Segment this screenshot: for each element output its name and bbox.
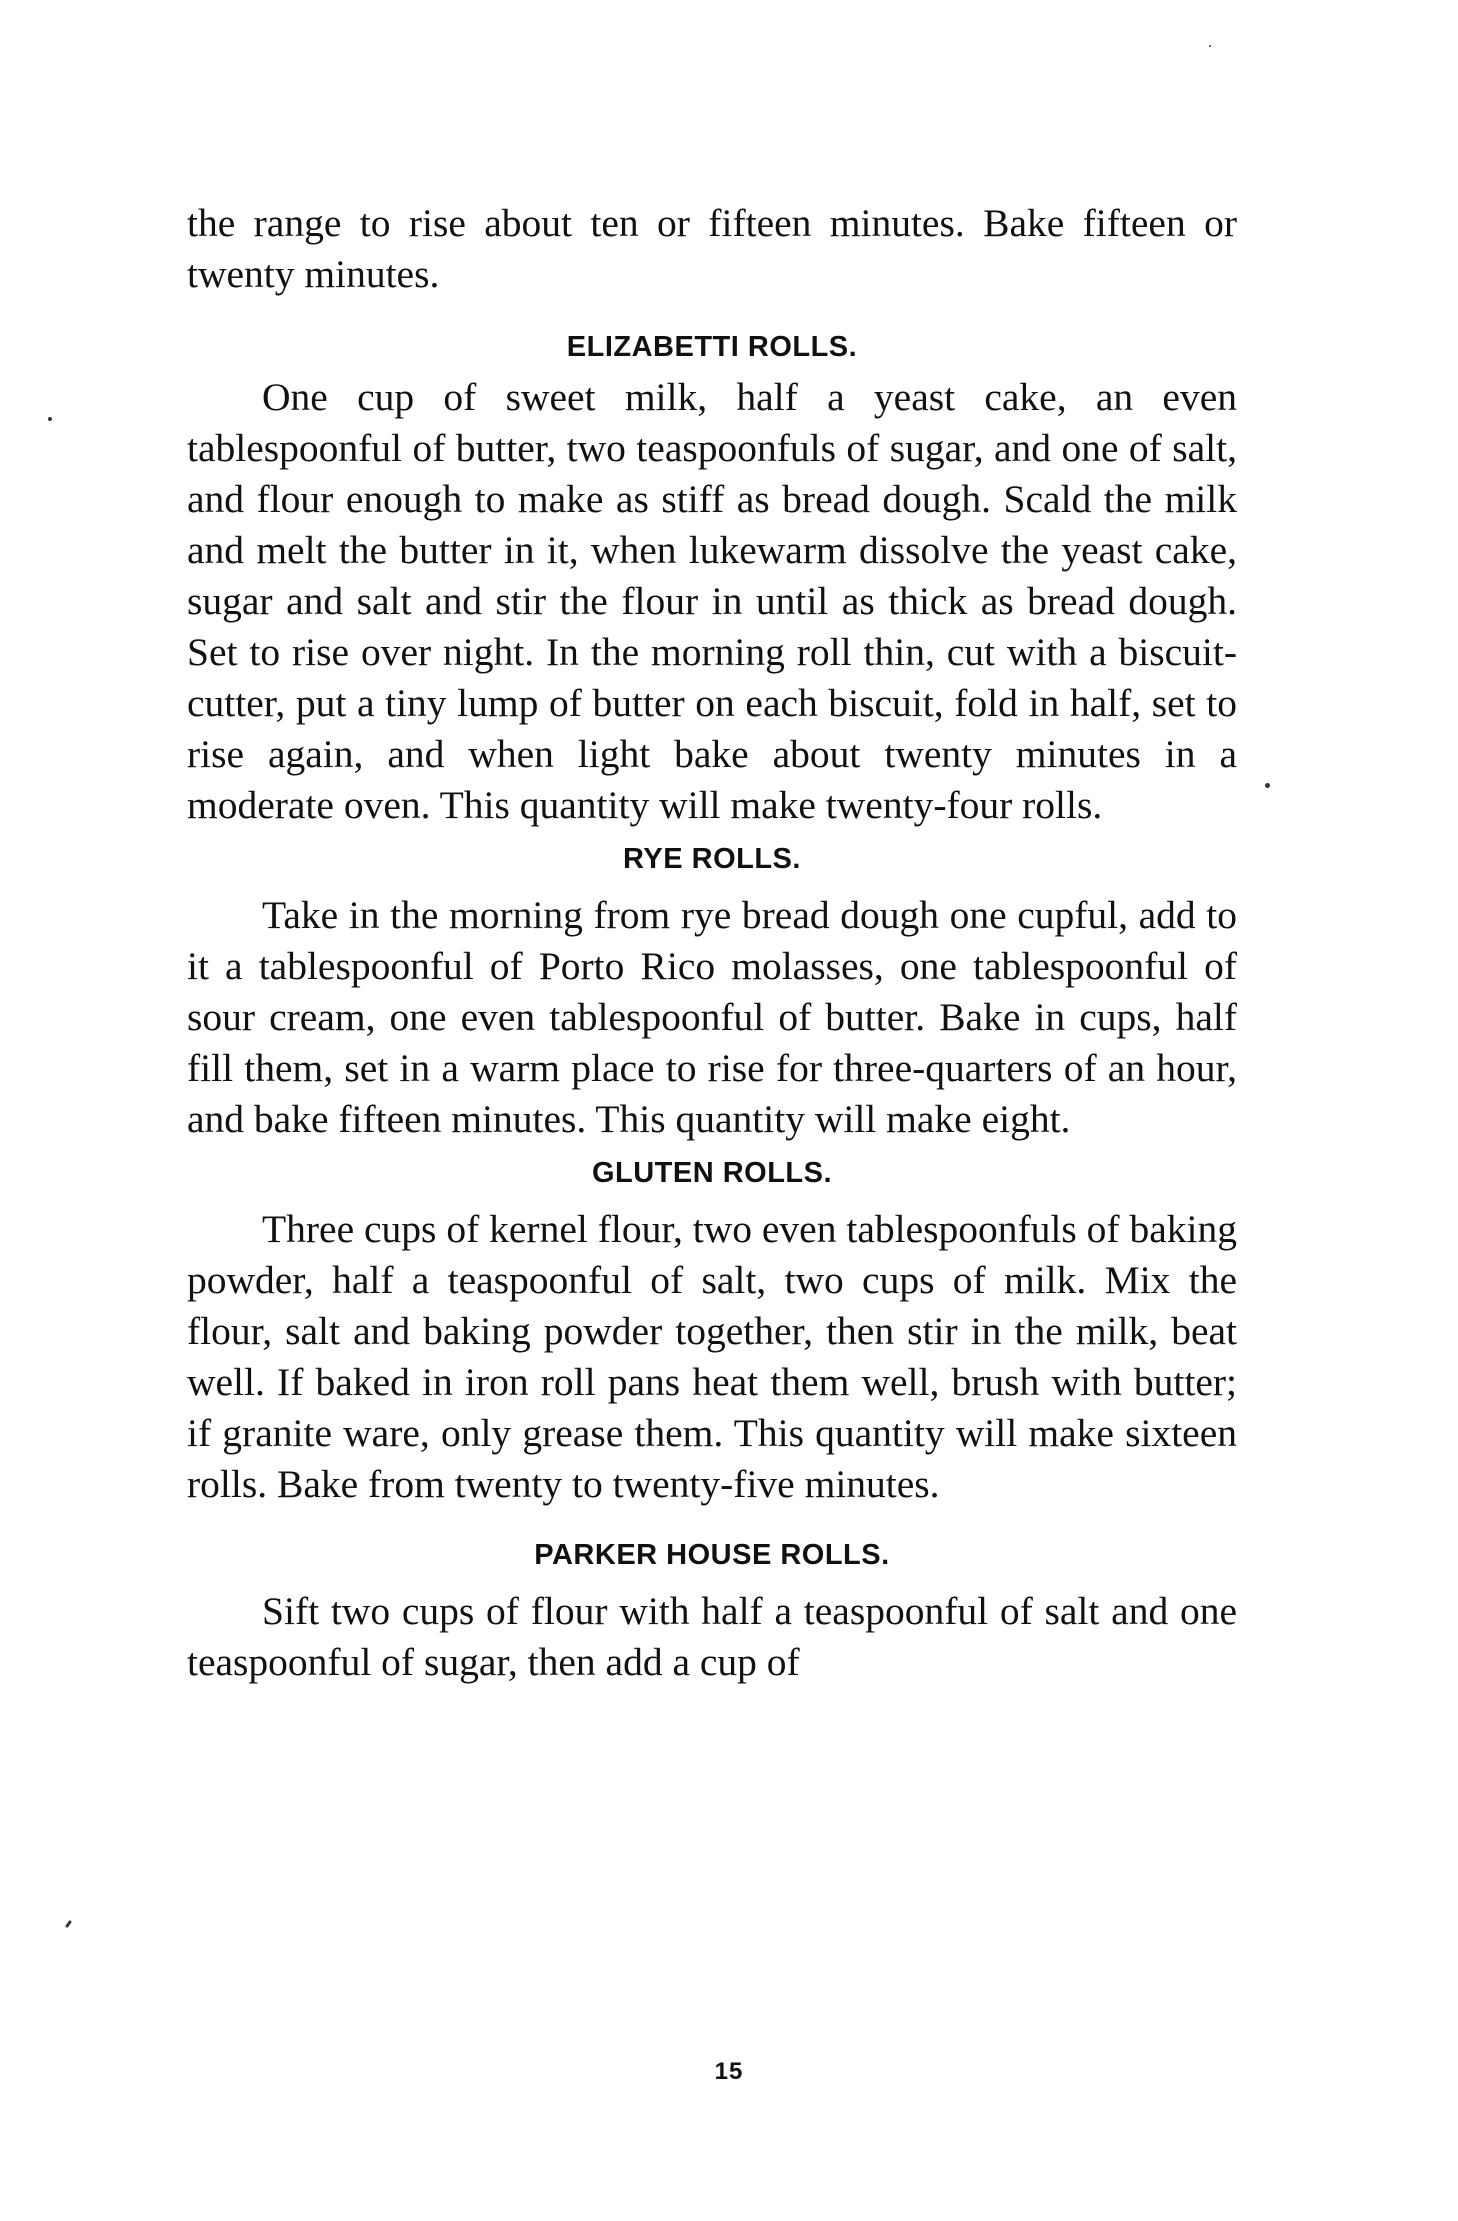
recipe-text-gluten-rolls: Three cups of kernel flour, two even tablespoonfuls of baking powder, half a teaspoonful of salt, two cups of milk. Mix the flour, salt and baking powder together, then stir in the milk, beat well. If baked in iron roll pans heat them well, brush with butter; if granite ware, only grease them. This quantity will make sixteen rolls. Bake from twenty to twenty-five minutes. <box>187 1207 1237 1506</box>
recipe-text-parker-house-rolls: Sift two cups of flour with half a teaspoonful of salt and one teaspoonful of sugar, then add a cup of <box>187 1589 1237 1684</box>
scan-speck <box>48 417 52 421</box>
scan-speck <box>1209 45 1211 47</box>
page-content <box>187 198 1237 1688</box>
recipe-heading-parker-house-rolls: PARKER HOUSE ROLLS. <box>534 1539 890 1571</box>
scan-speck <box>1265 783 1270 788</box>
recipe-text-elizabetti-rolls: One cup of sweet milk, half a yeast cake, an even tablespoonful of butter, two teaspoonfuls of sugar, and one of salt, and flour enough to make as stiff as bread dough. Scald the milk and melt the butter in it, when lukewarm dissolve the yeast cake, sugar and salt and stir the flour in until as thick as bread dough. Set to rise over night. In the morning roll thin, cut with a biscuit-cutter, put a tiny lump of butter on each biscuit, fold in half, set to rise again, and when light bake about twenty minutes in a moderate oven. This quantity will make twenty-four rolls. <box>187 375 1237 827</box>
scan-speck <box>65 1920 72 1928</box>
recipe-text-rye-rolls: Take in the morning from rye bread dough one cupful, add to it a tablespoonful of Porto Rico molasses, one tablespoonful of sour cream, one even tablespoonful of butter. Bake in cups, half fill them, set in a warm place to rise for three-quarters of an hour, and bake fifteen minutes. This quantity will make eight. <box>187 893 1237 1141</box>
page-number: 15 <box>714 2058 744 2085</box>
continuation-paragraph: the range to rise about ten or fifteen minutes. Bake fifteen or twenty minutes. <box>187 201 1237 296</box>
recipe-heading-gluten-rolls: GLUTEN ROLLS. <box>591 1157 833 1189</box>
recipe-heading-elizabetti-rolls: ELIZABETTI ROLLS. <box>566 331 858 363</box>
recipe-heading-rye-rolls: RYE ROLLS. <box>623 843 801 875</box>
